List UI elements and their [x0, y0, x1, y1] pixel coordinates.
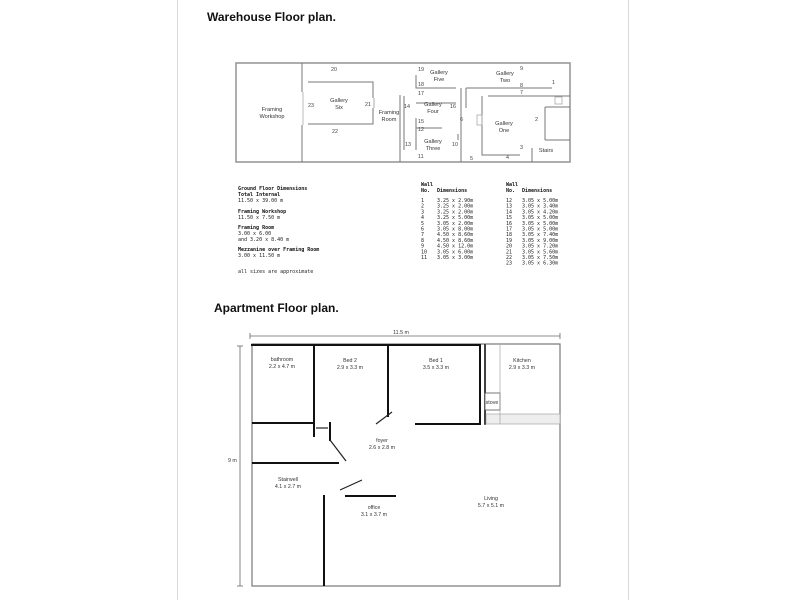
wall-table-number: 17 — [506, 226, 513, 233]
wall-table-left-rows — [421, 198, 473, 261]
wall-table-dimension: 4.50 x 8.60m — [437, 237, 474, 244]
wall-number-20: 20 — [331, 67, 337, 73]
room-foyer-name: foyer — [376, 438, 388, 444]
room-gallery-five-line1: Gallery — [430, 70, 448, 76]
room-gallery-five-line2: Five — [433, 77, 445, 83]
wall-table-dimension: 3.05 x 3.00m — [437, 255, 474, 261]
room-foyer-size: 2.6 x 2.8 m — [368, 445, 396, 451]
wall-table-number: 11 — [421, 255, 428, 261]
dimensions-line: Framing Room — [238, 225, 275, 231]
wall-table-right-rows — [506, 198, 558, 267]
wall-number-11: 11 — [418, 154, 424, 160]
wall-number-12: 12 — [418, 127, 424, 133]
room-framing-room-line1: Framing — [378, 110, 400, 116]
table-header: No. — [421, 188, 431, 194]
table-header: Wall — [506, 182, 519, 188]
wall-table-dimension: 3.05 x 7.40m — [522, 232, 559, 239]
wall-table-dimension: 3.05 x 7.20m — [522, 243, 559, 250]
room-gallery-four-line1: Gallery — [424, 102, 442, 108]
apartment-title: Apartment Floor plan. — [214, 301, 339, 315]
wall-table-number: 6 — [421, 226, 425, 233]
wall-number-1: 1 — [552, 80, 555, 86]
wall-table-number: 20 — [506, 243, 513, 250]
room-framing-workshop-line2: Workshop — [259, 114, 285, 120]
wall-dimensions-table — [421, 182, 558, 267]
wall-table-dimension: 3.05 x 4.20m — [522, 209, 559, 216]
wall-number-13: 13 — [405, 142, 411, 148]
warehouse-title: Warehouse Floor plan. — [207, 10, 336, 24]
room-kitchen-size: 2.9 x 3.3 m — [508, 365, 536, 371]
room-gallery-three-line1: Gallery — [424, 139, 442, 145]
room-gallery-two-line1: Gallery — [496, 71, 514, 77]
wall-table-dimension: 3.05 x 7.50m — [522, 255, 559, 261]
dimensions-line: Total Internal — [238, 192, 281, 198]
room-bed2-size: 2.9 x 3.3 m — [336, 365, 364, 371]
dimensions-line: 3.00 x 6.00 — [238, 231, 272, 237]
table-header: Wall — [421, 182, 434, 188]
dimensions-line: 11.50 x 39.00 m — [238, 198, 284, 204]
wall-number-23: 23 — [308, 103, 314, 109]
wall-number-4: 4 — [506, 155, 509, 161]
wall-table-dimension: 3.05 x 9.00m — [522, 237, 559, 244]
room-gallery-one-line1: Gallery — [495, 121, 513, 127]
room-kitchen-name: Kitchen — [513, 358, 531, 364]
wall-number-5: 5 — [470, 156, 473, 162]
wall-table-dimension: 3.05 x 5.00m — [522, 220, 559, 227]
wall-table-dimension: 3.05 x 5.60m — [522, 249, 559, 256]
wall-table-dimension: 3.25 x 5.00m — [437, 215, 474, 222]
wall-table-number: 18 — [506, 232, 513, 239]
approximate-note: all sizes are approximate — [238, 269, 314, 275]
table-header: Dimensions — [522, 188, 553, 194]
wall-table-number: 16 — [506, 220, 513, 227]
wall-table-dimension: 4.50 x 12.0m — [437, 243, 474, 250]
wall-table-number: 19 — [506, 237, 513, 244]
room-stairwell-size: 4.1 x 2.7 m — [274, 484, 302, 490]
room-office-size: 3.1 x 3.7 m — [360, 512, 388, 518]
wall-table-number: 8 — [421, 237, 425, 244]
dimensions-line: 11.50 x 7.50 m — [238, 215, 281, 221]
room-gallery-six-line2: Six — [335, 105, 343, 111]
wall-number-7: 7 — [520, 90, 523, 96]
wall-number-10: 10 — [452, 142, 458, 148]
apartment-width-label: 11.5 m — [393, 330, 409, 336]
wall-table-dimension: 3.05 x 2.00m — [437, 220, 474, 227]
wall-number-6: 6 — [460, 117, 463, 123]
wall-table-dimension: 3.05 x 3.40m — [522, 203, 559, 210]
wall-table-dimension: 4.50 x 8.60m — [437, 232, 474, 239]
wall-table-dimension: 3.05 x 5.00m — [522, 226, 559, 233]
wall-table-dimension: 3.05 x 5.00m — [522, 198, 559, 204]
room-gallery-six-line1: Gallery — [330, 98, 348, 104]
room-gallery-three-line2: Three — [425, 146, 441, 152]
wall-number-3: 3 — [520, 145, 523, 151]
apartment-floor-plan — [0, 300, 800, 600]
room-bathroom-name: bathroom — [270, 357, 294, 363]
wall-table-number: 7 — [421, 232, 425, 239]
wall-table-number: 9 — [421, 243, 425, 250]
wall-number-19: 19 — [418, 67, 424, 73]
wall-table-number: 15 — [506, 215, 513, 222]
wall-table-number: 13 — [506, 203, 513, 210]
stove-label: stove — [485, 400, 499, 406]
room-living-size: 5.7 x 5.1 m — [477, 503, 505, 509]
wall-table-number: 3 — [421, 209, 425, 216]
wall-table-number: 4 — [421, 215, 425, 222]
table-header: Dimensions — [437, 188, 468, 194]
wall-table-number: 5 — [421, 220, 425, 227]
room-bed1-name: Bed 1 — [429, 358, 443, 364]
room-gallery-one-line2: One — [498, 128, 510, 134]
room-stairwell-name: Stairwell — [277, 477, 299, 483]
wall-table-number: 23 — [506, 260, 513, 267]
wall-number-21: 21 — [365, 102, 371, 108]
dimensions-line: Framing Workshop — [238, 209, 287, 215]
wall-number-16: 16 — [450, 104, 456, 110]
wall-table-dimension: 3.25 x 2.90m — [437, 198, 474, 204]
room-gallery-two-line2: Two — [499, 78, 511, 84]
wall-table-dimension: 3.05 x 6.30m — [522, 260, 559, 267]
wall-table-number: 21 — [506, 249, 513, 256]
wall-table-number: 14 — [506, 209, 513, 216]
wall-table-number: 10 — [421, 249, 428, 256]
table-header: No. — [506, 188, 516, 194]
wall-number-8: 8 — [520, 83, 523, 89]
room-stairs: Stairs — [538, 148, 554, 154]
wall-table-dimension: 3.05 x 5.00m — [522, 215, 559, 222]
wall-table-dimension: 3.05 x 8.00m — [437, 226, 474, 233]
room-office-name: office — [367, 505, 381, 511]
wall-number-14: 14 — [404, 104, 410, 110]
room-framing-workshop-line1: Framing — [261, 107, 283, 113]
wall-number-9: 9 — [520, 66, 523, 72]
wall-table-dimension: 3.25 x 2.00m — [437, 209, 474, 216]
wall-number-15: 15 — [418, 119, 424, 125]
wall-table-number: 1 — [421, 198, 425, 204]
wall-table-number: 22 — [506, 255, 513, 261]
dimensions-line: and 3.20 x 8.40 m — [238, 237, 290, 243]
wall-table-number: 2 — [421, 203, 425, 210]
room-living-name: Living — [484, 496, 498, 502]
wall-table-number: 12 — [506, 198, 513, 204]
room-gallery-four-line2: Four — [427, 109, 439, 115]
room-bathroom-size: 2.2 x 4.7 m — [268, 364, 296, 370]
dimensions-line: Ground Floor Dimensions — [238, 186, 308, 192]
wall-number-22: 22 — [332, 129, 338, 135]
room-bed2-name: Bed 2 — [343, 358, 357, 364]
ground-floor-dimensions — [238, 186, 319, 275]
wall-number-2: 2 — [535, 117, 538, 123]
room-bed1-size: 3.5 x 3.3 m — [422, 365, 450, 371]
wall-number-18: 18 — [418, 82, 424, 88]
dimensions-line: 3.00 x 11.50 m — [238, 253, 281, 259]
wall-number-17: 17 — [418, 91, 424, 97]
dimensions-line: Mezzanine over Framing Room — [238, 247, 320, 253]
wall-table-dimension: 3.25 x 2.00m — [437, 203, 474, 210]
wall-table-dimension: 3.05 x 6.00m — [437, 249, 474, 256]
room-framing-room-line2: Room — [381, 117, 397, 123]
apartment-height-label: 9 m — [228, 458, 237, 464]
